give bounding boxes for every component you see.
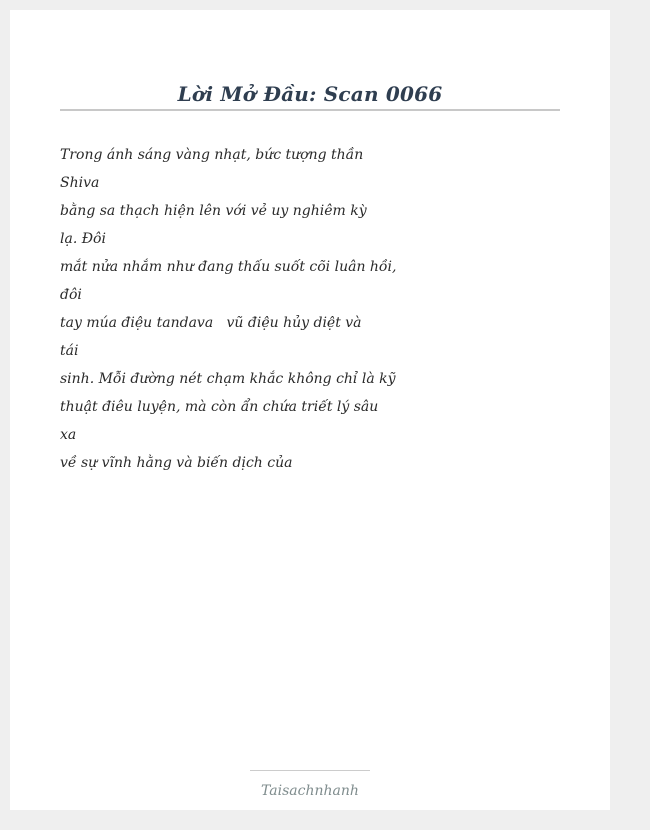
document-page	[10, 10, 610, 810]
text-line: xa	[60, 427, 77, 443]
text-line: thuật điêu luyện, mà còn ẩn chứa triết lý sâu	[60, 399, 379, 415]
text-line: tái	[60, 343, 79, 359]
page-title: Lời Mở Đầu: Scan 0066	[177, 82, 443, 106]
text-line: lạ. Đôi	[60, 231, 106, 247]
text-line: đôi	[60, 287, 82, 303]
text-line: về sự vĩnh hằng và biến dịch của	[60, 455, 293, 471]
text-line: sinh. Mỗi đường nét chạm khắc không chỉ là kỹ	[60, 371, 396, 387]
body-text	[60, 141, 400, 477]
text-line: mắt nửa nhắm như đang thấu suốt cõi luân hồi,	[60, 259, 397, 275]
footer-credit: Taisachnhanh	[261, 783, 359, 799]
text-line: Trong ánh sáng vàng nhạt, bức tượng thần	[60, 147, 364, 163]
footer-divider	[250, 770, 370, 771]
text-line: Shiva	[60, 175, 100, 191]
text-line: tay múa điệu tandava vũ điệu hủy diệt và	[60, 315, 362, 331]
title-divider	[60, 109, 560, 111]
text-line: bằng sa thạch hiện lên với vẻ uy nghiêm kỳ	[60, 203, 367, 219]
